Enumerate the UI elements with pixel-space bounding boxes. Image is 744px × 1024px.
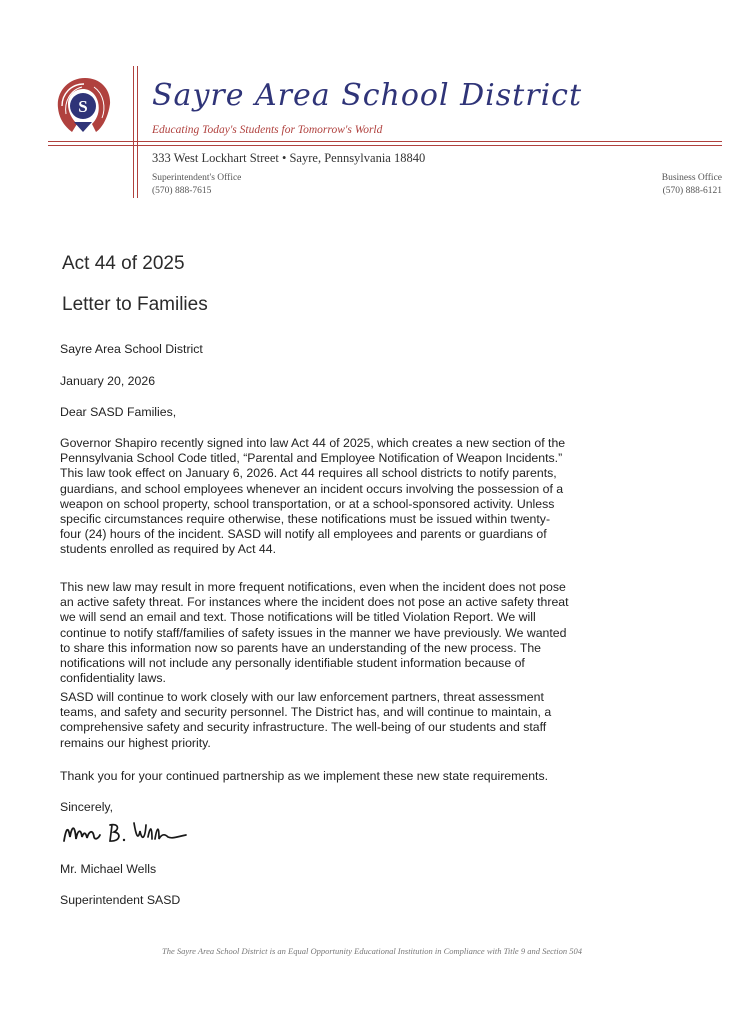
letter-greeting: Dear SASD Families, bbox=[60, 405, 177, 419]
body-paragraph-text: Governor Shapiro recently signed into law Act 44 of 2025, which creates a new section of the Pennsylvania School Code titled, “Parental and Employee Notification of Weapon Incidents.” This law took effect on January 6, 2026. Act 44 requires all school districts to notify parents, guardians, and school employees whenever an incident occurs involving the possession of a weapon on school property, school transportation, or at a school-sponsored activity. Unless specific circumstances require otherwise, these notifications must be issued within twenty-four (24) hours of the incident. SASD will notify all employees and parents or guardians of students enrolled as required by Act 44. bbox=[60, 436, 566, 557]
letter-closing: Sincerely, bbox=[60, 800, 114, 814]
letterhead-rule-horizontal bbox=[48, 145, 722, 146]
business-office-label: Business Office bbox=[661, 173, 722, 183]
district-tagline: Educating Today's Students for Tomorrow's World bbox=[152, 124, 383, 136]
body-paragraph-text: Thank you for your continued partnership as we implement these new state requirements. bbox=[60, 769, 549, 783]
letter-title: Act 44 of 2025 bbox=[62, 253, 185, 274]
letter-subtitle: Letter to Families bbox=[62, 294, 208, 315]
body-paragraph bbox=[60, 580, 570, 686]
body-paragraph bbox=[60, 436, 570, 558]
equal-opportunity-footer: The Sayre Area School District is an Equal Opportunity Educational Institution in Compliance with Title 9 and Section 504 bbox=[162, 946, 582, 956]
body-paragraph bbox=[60, 769, 570, 784]
handwritten-signature bbox=[60, 815, 200, 849]
letterhead-rule-vertical bbox=[137, 66, 138, 198]
business-office-phone: (570) 888-6121 bbox=[662, 186, 722, 196]
letterhead-rule-vertical bbox=[133, 66, 134, 198]
letter-from: Sayre Area School District bbox=[60, 342, 203, 356]
body-paragraph-text: SASD will continue to work closely with our law enforcement partners, threat assessment teams, and safety and security personnel. The District has, and will continue to maintain, a comprehensive safety and security infrastructure. The well-being of our students and staff remains our highest priority. bbox=[60, 690, 552, 750]
district-name: Sayre Area School District bbox=[152, 78, 583, 113]
superintendent-office-label: Superintendent's Office bbox=[152, 173, 242, 183]
logo-letter: S bbox=[78, 97, 88, 116]
body-paragraph bbox=[60, 690, 570, 751]
body-paragraph-text: This new law may result in more frequent notifications, even when the incident does not pose an active safety threat. For instances where the incident does not pose an active safety threat we will send an email and text. Those notifications will be titled Violation Report. We will continue to notify staff/families of safety issues in the manner we have previously. We wanted to share this information now so parents have an understanding of the new process. The notifications will not include any personally identifiable student information because of confidentiality laws. bbox=[60, 580, 569, 686]
district-logo bbox=[52, 74, 114, 136]
district-address: 333 West Lockhart Street • Sayre, Pennsylvania 18840 bbox=[152, 151, 426, 165]
letterhead-rule-horizontal bbox=[48, 141, 722, 142]
superintendent-office-phone: (570) 888-7615 bbox=[152, 186, 212, 196]
signer-title: Superintendent SASD bbox=[60, 893, 181, 907]
letter-date: January 20, 2026 bbox=[60, 374, 156, 388]
signer-name: Mr. Michael Wells bbox=[60, 862, 157, 876]
